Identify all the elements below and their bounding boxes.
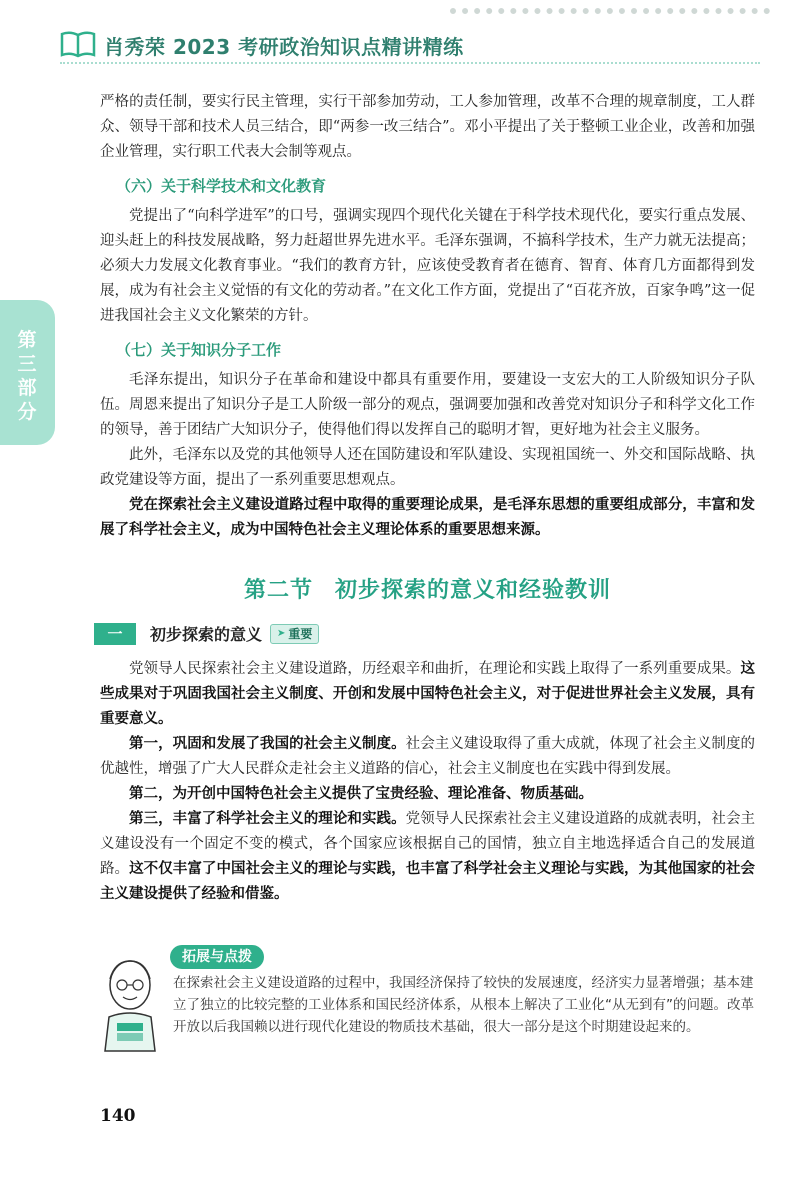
side-tab <box>0 300 55 445</box>
section-name: 初步探索的意义和经验教训 <box>335 578 612 603</box>
header-decoration <box>450 8 770 14</box>
paragraph <box>100 732 755 782</box>
section-title <box>100 573 755 604</box>
emphasis-span: 这不仅丰富了中国社会主义的理论与实践，也丰富了科学社会主义理论与实践，为其他国家的社会主义建设提供了经验和借鉴。 <box>100 861 756 902</box>
paragraph: 此外，毛泽东以及党的其他领导人还在国防建设和军队建设、实现祖国统一、外交和国际战略、执政党建设等方面，提出了一系列重要思想观点。 <box>100 447 755 488</box>
key-paragraph: 第二，为开创中国特色社会主义提供了宝贵经验、理论准备、物质基础。 <box>129 786 593 802</box>
text-span: 党领导人民探索社会主义建设道路，历经艰辛和曲折，在理论和实践上取得了一系列重要成果。 <box>129 661 741 677</box>
page-number: 140 <box>100 1106 136 1126</box>
extension-tag: 拓展与点拨 <box>170 945 264 969</box>
emphasis-span: 第三，丰富了科学社会主义的理论和实践。 <box>129 811 406 827</box>
subheading-science-culture: （六）关于科学技术和文化教育 <box>116 177 327 195</box>
main-content <box>100 90 755 907</box>
importance-badge <box>270 624 319 644</box>
extension-box <box>95 945 760 1065</box>
paragraph: 严格的责任制，要实行民主管理，实行干部参加劳动，工人参加管理，改革不合理的规章制度，工人群众、领导干部和技术人员三结合，即“两参一改三结合”。邓小平提出了关于整顿工业企业，改善和加强企业管理，实行职工代表大会制等观点。 <box>100 94 755 160</box>
badge-label: 重要 <box>288 627 313 641</box>
paragraph <box>100 657 755 732</box>
book-title: 肖秀荣 2023 考研政治知识点精讲精练 <box>104 35 464 59</box>
teacher-portrait-icon <box>95 953 165 1053</box>
heading-number: 一 <box>94 623 136 645</box>
paragraph <box>100 807 755 907</box>
key-paragraph: 党在探索社会主义建设道路过程中取得的重要理论成果，是毛泽东思想的重要组成部分，丰富和发展了科学社会主义，成为中国特色社会主义理论体系的重要思想来源。 <box>100 497 755 538</box>
text-span: 党领导人民探索社会主义建设道路的成就表明，社会主义建设没有一个固定不变的模式，各个国家应该根据自己的国情，独立自主地选择适合自己的发展道路。 <box>100 811 756 877</box>
header-divider <box>60 62 760 64</box>
heading-label: 初步探索的意义 <box>150 625 263 644</box>
heading-1 <box>94 622 755 645</box>
page-header <box>0 0 800 70</box>
arrow-icon: ➤ <box>277 628 286 639</box>
emphasis-span: 这些成果对于巩固我国社会主义制度、开创和发展中国特色社会主义，对于促进世界社会主义发展，具有重要意义。 <box>100 661 755 727</box>
extension-text: 在探索社会主义建设道路的过程中，我国经济保持了较快的发展速度，经济实力显著增强；基本建立了独立的比较完整的工业体系和国民经济体系，从根本上解决了工业化“从无到有”的问题。改革开放以后我国赖以进行现代化建设的物质技术基础，很大一部分是这个时期建设起来的。 <box>173 975 754 1035</box>
section-number: 第二节 <box>243 578 313 603</box>
paragraph: 毛泽东提出，知识分子在革命和建设中都具有重要作用，要建设一支宏大的工人阶级知识分子队伍。周恩来提出了知识分子是工人阶级一部分的观点，强调要加强和改善党对知识分子和科学文化工作的领导，善于团结广大知识分子，使得他们得以发挥自己的聪明才智，更好地为社会主义服务。 <box>100 372 755 438</box>
open-book-icon <box>60 30 96 58</box>
text-span: 社会主义建设取得了重大成就，体现了社会主义制度的优越性，增强了广大人民群众走社会主义道路的信心，社会主义制度也在实践中得到发展。 <box>100 736 756 777</box>
emphasis-span: 第一，巩固和发展了我国的社会主义制度。 <box>129 736 406 752</box>
side-tab-label: 第三部分 <box>17 329 37 423</box>
paragraph: 党提出了“向科学进军”的口号，强调实现四个现代化关键在于科学技术现代化，要实行重点发展、迎头赶上的科技发展战略，努力赶超世界先进水平。毛泽东强调，不搞科学技术，生产力就无法提高；必须大力发展文化教育事业。“我们的教育方针，应该使受教育者在德育、智育、体育几方面都得到发展，成为有社会主义觉悟的有文化的劳动者。”在文化工作方面，党提出了“百花齐放，百家争鸣”这一促进我国社会主义文化繁荣的方针。 <box>100 208 755 324</box>
subheading-intellectuals: （七）关于知识分子工作 <box>116 341 282 359</box>
